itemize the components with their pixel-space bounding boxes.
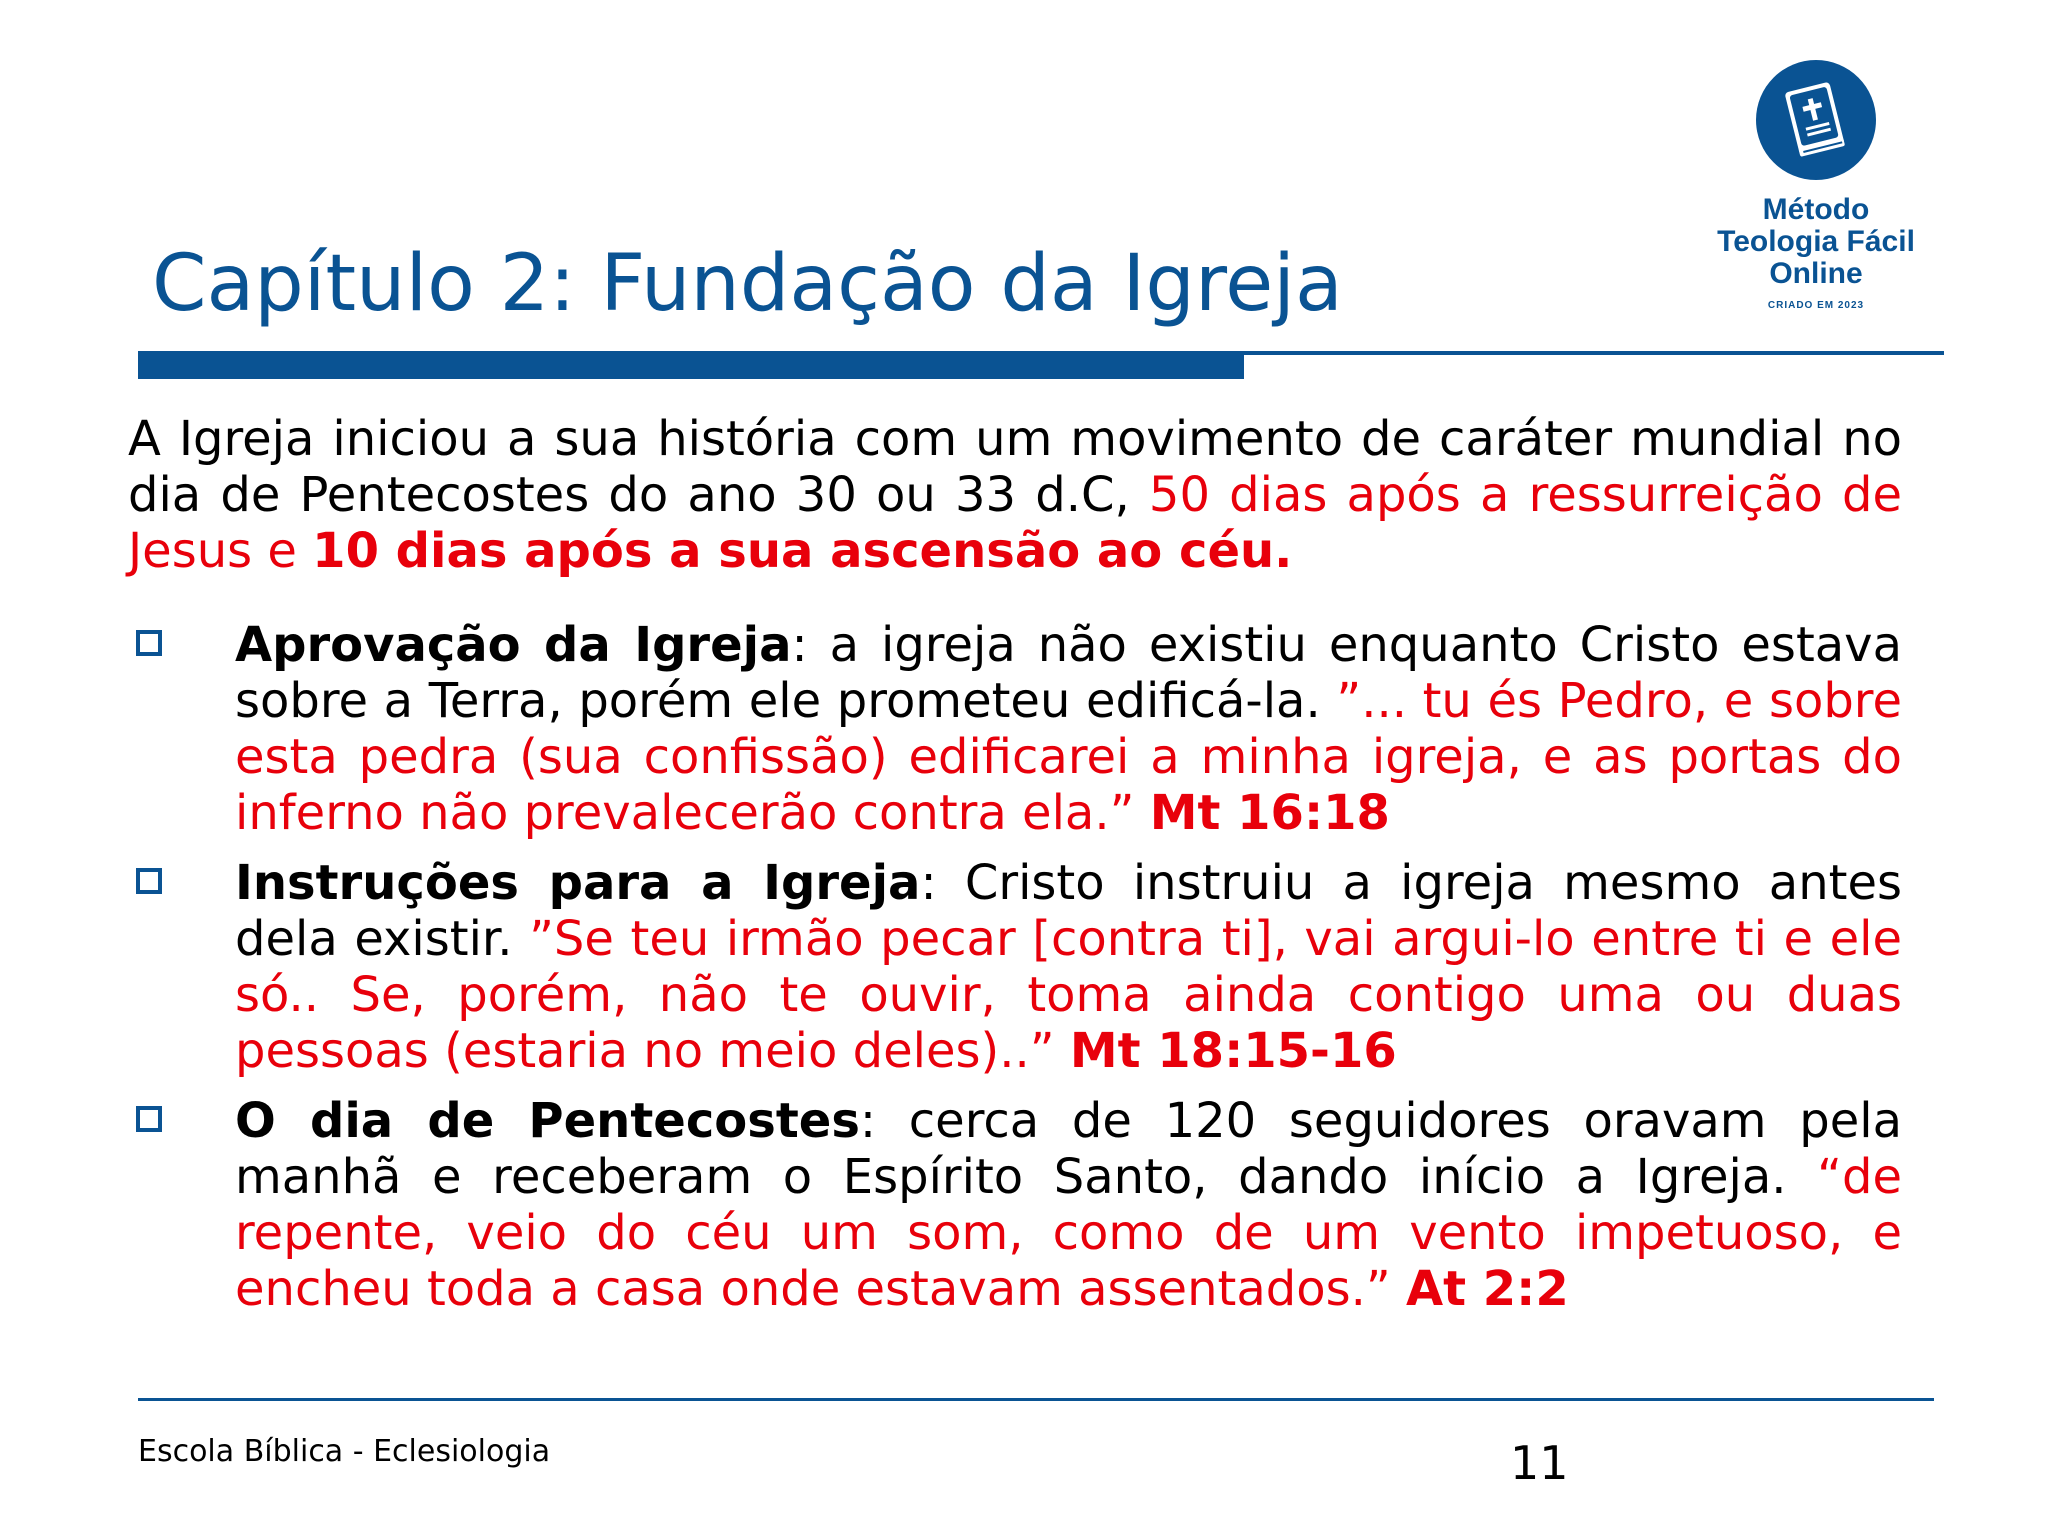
bullet-quote: ”Se teu irmão pecar [contra ti], vai argui-lo entre ti e ele só.. Se, porém, não te ouvir, toma ainda contigo uma ou duas pessoas (estaria no meio deles)..” xyxy=(235,911,1902,1079)
page-number: 11 xyxy=(1510,1436,1569,1490)
list-item xyxy=(128,617,1902,841)
bullet-body: : cerca de 120 seguidores oravam pela manhã e receberam o Espírito Santo, dando início a Igreja. xyxy=(235,1093,1903,1205)
bullet-text xyxy=(235,617,1902,841)
bible-book-cross-icon xyxy=(1756,60,1876,180)
bullet-text xyxy=(235,855,1902,1079)
logo-line-2: Teologia Fácil xyxy=(1717,225,1915,258)
bullet-reference: Mt 18:15-16 xyxy=(1069,1023,1397,1079)
bullet-heading: O dia de Pentecostes xyxy=(235,1093,860,1149)
bullet-body: : a igreja não existiu enquanto Cristo estava sobre a Terra, porém ele prometeu edificá-la. xyxy=(235,617,1902,729)
bullet-list xyxy=(128,617,1902,1317)
logo xyxy=(1696,60,1936,311)
list-item xyxy=(128,1093,1902,1317)
bullet-quote: ”... tu és Pedro, e sobre esta pedra (sua confissão) edificarei a minha igreja, e as portas do inferno não prevalecerão contra ela.” xyxy=(235,673,1902,841)
bullet-heading: Instruções para a Igreja xyxy=(235,855,921,911)
title-underline-accent xyxy=(138,351,1244,379)
list-item xyxy=(128,855,1902,1079)
intro-paragraph xyxy=(128,411,1902,579)
bullet-text xyxy=(235,1093,1902,1317)
bullet-reference: Mt 16:18 xyxy=(1149,785,1390,841)
page-title: Capítulo 2: Fundação da Igreja xyxy=(152,239,1343,329)
footer-divider xyxy=(138,1398,1934,1401)
intro-highlight: 50 dias após a ressurreição de Jesus e xyxy=(128,467,1902,579)
bullet-body: : Cristo instruiu a igreja mesmo antes dela existir. xyxy=(235,855,1902,967)
logo-line-3: Online xyxy=(1769,257,1863,290)
checkbox-square-icon xyxy=(136,868,162,894)
checkbox-square-icon xyxy=(136,630,162,656)
checkbox-square-icon xyxy=(136,1106,162,1132)
slide-content xyxy=(128,411,1902,1331)
bullet-heading: Aprovação da Igreja xyxy=(235,617,792,673)
intro-highlight-bold: 10 dias após a sua ascensão ao céu. xyxy=(312,523,1293,579)
logo-line-1: Método xyxy=(1762,193,1870,226)
bullet-quote: “de repente, veio do céu um som, como de um vento impetuoso, e encheu toda a casa onde estavam assentados.” xyxy=(235,1149,1902,1317)
logo-tagline: CRIADO EM 2023 xyxy=(1767,300,1865,311)
footer-course-name: Escola Bíblica - Eclesiologia xyxy=(138,1434,551,1469)
bullet-reference: At 2:2 xyxy=(1405,1261,1569,1317)
intro-text: A Igreja iniciou a sua história com um movimento de caráter mundial no dia de Pentecostes do ano 30 ou 33 d.C, xyxy=(128,411,1902,523)
